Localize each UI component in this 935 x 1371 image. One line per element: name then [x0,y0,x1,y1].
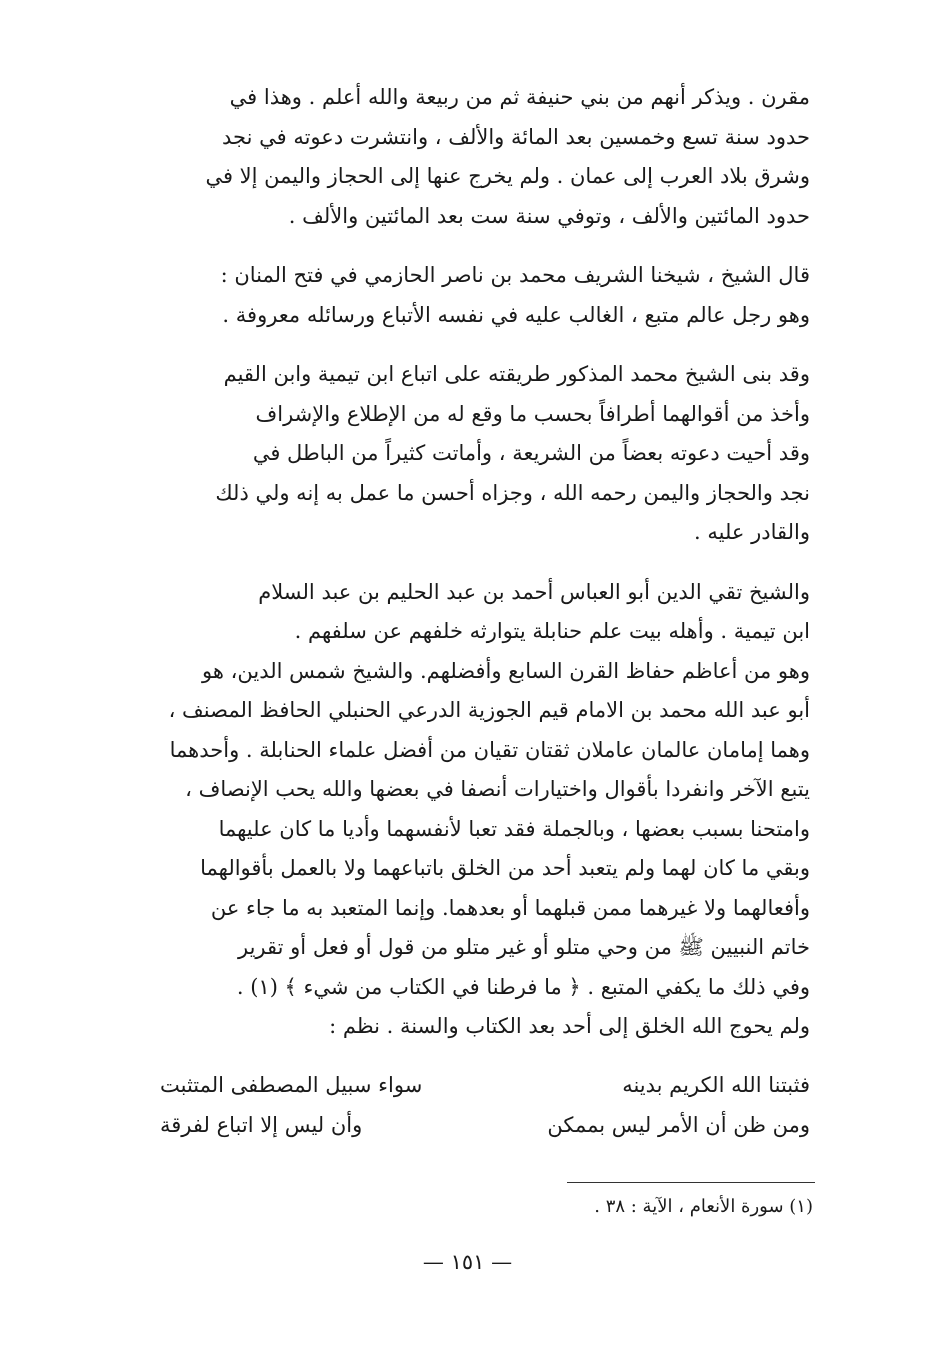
text-line: وقد بنى الشيخ محمد المذكور طريقته على اتباع ابن تيمية وابن القيم [223,362,810,386]
text-line: والقادر عليه . [694,520,810,544]
verse-second-hemistich: سواء سبيل المصطفى المتثبت [160,1072,423,1097]
text-line: خاتم النبيين ﷺ من وحي متلو أو غير متلو من قول أو فعل أو تقرير [238,935,810,959]
footnote-divider [567,1182,815,1183]
text-line: وهو رجل عالم متبع ، الغالب عليه في نفسه الأتباع ورسائله معروفة . [222,302,810,327]
page-body [160,78,810,1145]
text-line: قال الشيخ ، شيخنا الشريف محمد بن ناصر الحازمي في فتح المنان : [220,263,810,287]
text-line: وأخذ من أقوالهما أطرافاً بحسب ما وقع له من الإطلاع والإشراف [255,401,810,426]
text-line: وأفعالهما ولا غيرهما ممن قبلهما أو بعدهما. وإنما المتعبد به ما جاء عن [210,895,810,920]
text-line: يتبع الآخر وانفردا بأقوال واختيارات أنصفا في بعضها والله يحب الإنصاف ، [185,777,810,801]
verse-first-hemistich: ومن ظن أن الأمر ليس بممكن [547,1112,810,1137]
paragraph-3 [160,355,810,553]
text-line: حدود سنة تسع وخمسين بعد المائة والألف ، وانتشرت دعوته في نجد [222,124,810,149]
paragraph-4 [160,573,810,1047]
poem [160,1065,810,1145]
paragraph-1 [160,78,810,236]
text-line: وهو من أعاظم حفاظ القرن السابع وأفضلهم. والشيخ شمس الدين، هو [202,658,810,683]
paragraph-2 [160,256,810,335]
text-line: نجد والحجاز واليمن رحمه الله ، وجزاه أحسن ما عمل به إنه ولي ذلك [215,480,810,505]
text-line: ابن تيمية . وأهله بيت علم حنابلة يتوارثه خلفهم عن سلفهم . [294,619,810,643]
text-line: وهما إمامان عالمان عاملان ثقتان تقيان من أفضل علماء الحنابلة . وأحدهما [169,737,810,762]
verse-line [160,1105,810,1145]
text-line: ولم يحوج الله الخلق إلى أحد بعد الكتاب والسنة . نظم : [329,1014,810,1038]
text-line: وامتحنا بسبب بعضها ، وبالجملة فقد تعبا لأنفسهما وأديا ما كان عليهما [218,816,810,841]
text-line: مقرن . ويذكر أنهم من بني حنيفة ثم من ربيعة والله أعلم . وهذا في [229,85,810,109]
text-line: حدود المائتين والألف ، وتوفي سنة ست بعد المائتين والألف . [288,203,810,228]
verse-second-hemistich: وأن ليس إلا اتباع لفرقة [160,1112,363,1137]
text-line: والشيخ تقي الدين أبو العباس أحمد بن عبد الحليم بن عبد السلام [258,579,810,604]
text-line: وقد أحيت دعوته بعضاً من الشريعة ، وأماتت كثيراً من الباطل في [252,441,810,465]
text-line: أبو عبد الله محمد بن الامام قيم الجوزية الدرعي الحنبلي الحافظ المصنف ، [168,698,810,722]
text-line: وبقي ما كان لهما ولم يتعبد أحد من الخلق باتباعهما ولا بالعمل بأقوالهما [200,856,810,880]
text-line: وشرق بلاد العرب إلى عمان . ولم يخرج عنها إلى الحجاز واليمن إلا في [205,164,810,188]
footnote: (١) سورة الأنعام ، الآية : ٣٨ . [594,1196,813,1217]
verse-first-hemistich: فثبتنا الله الكريم بدينه [622,1072,810,1097]
page-number: — ١٥١ — [422,1250,513,1274]
text-line: وفي ذلك ما يكفي المتبع . ﴿ ما فرطنا في الكتاب من شيء ﴾ (١) . [236,974,810,999]
verse-line [160,1065,810,1105]
